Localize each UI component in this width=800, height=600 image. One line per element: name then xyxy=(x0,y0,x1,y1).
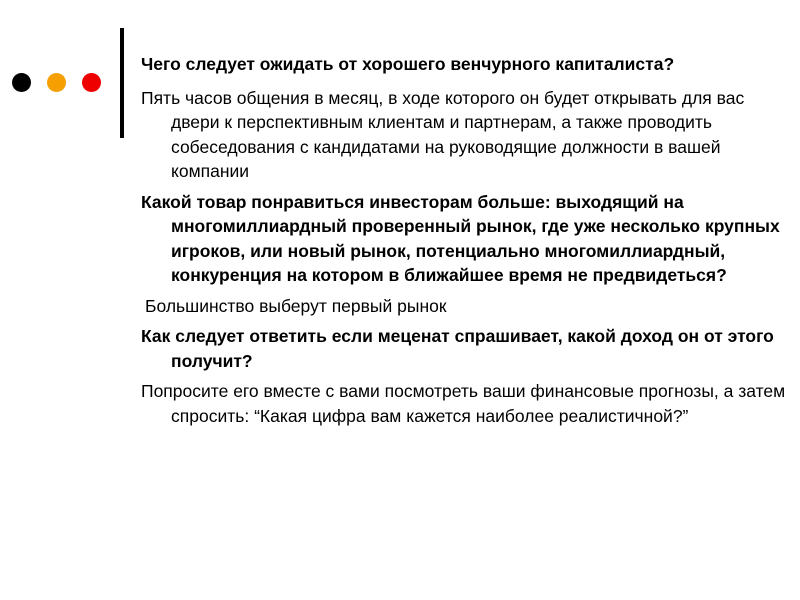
answer-venture-capitalist: Пять часов общения в месяц, в ходе которого он будет открывать для вас двери к перспективным клиентам и партнерам, а также проводить собеседования с кандидатами на руководящие должности в вашей компании xyxy=(141,87,745,181)
question-patron-income: Как следует ответить если меценат спрашивает, какой доход он от этого получит? xyxy=(141,326,774,371)
orange-dot-icon xyxy=(47,73,66,92)
question-investor-market: Какой товар понравиться инвесторам больше: выходящий на многомиллиардный проверенный рынок, где уже несколько крупных игроков, или новый рынок, потенциально многомиллиардный, конкуренция на котором в ближайшее время не предвидеться? xyxy=(141,191,780,285)
black-dot-icon xyxy=(12,73,31,92)
answer-patron-income: Попросите его вместе с вами посмотреть ваши финансовые прогнозы, а затем спросить: “Какая цифра вам кажется наиболее реалистичной?” xyxy=(141,381,786,426)
answer-investor-market: Большинство выберут первый рынок xyxy=(145,295,447,316)
slide-body xyxy=(141,52,791,434)
question-venture-capitalist: Чего следует ожидать от хорошего венчурного капиталиста? xyxy=(141,54,675,74)
red-dot-icon xyxy=(82,73,101,92)
vertical-divider xyxy=(120,28,124,138)
